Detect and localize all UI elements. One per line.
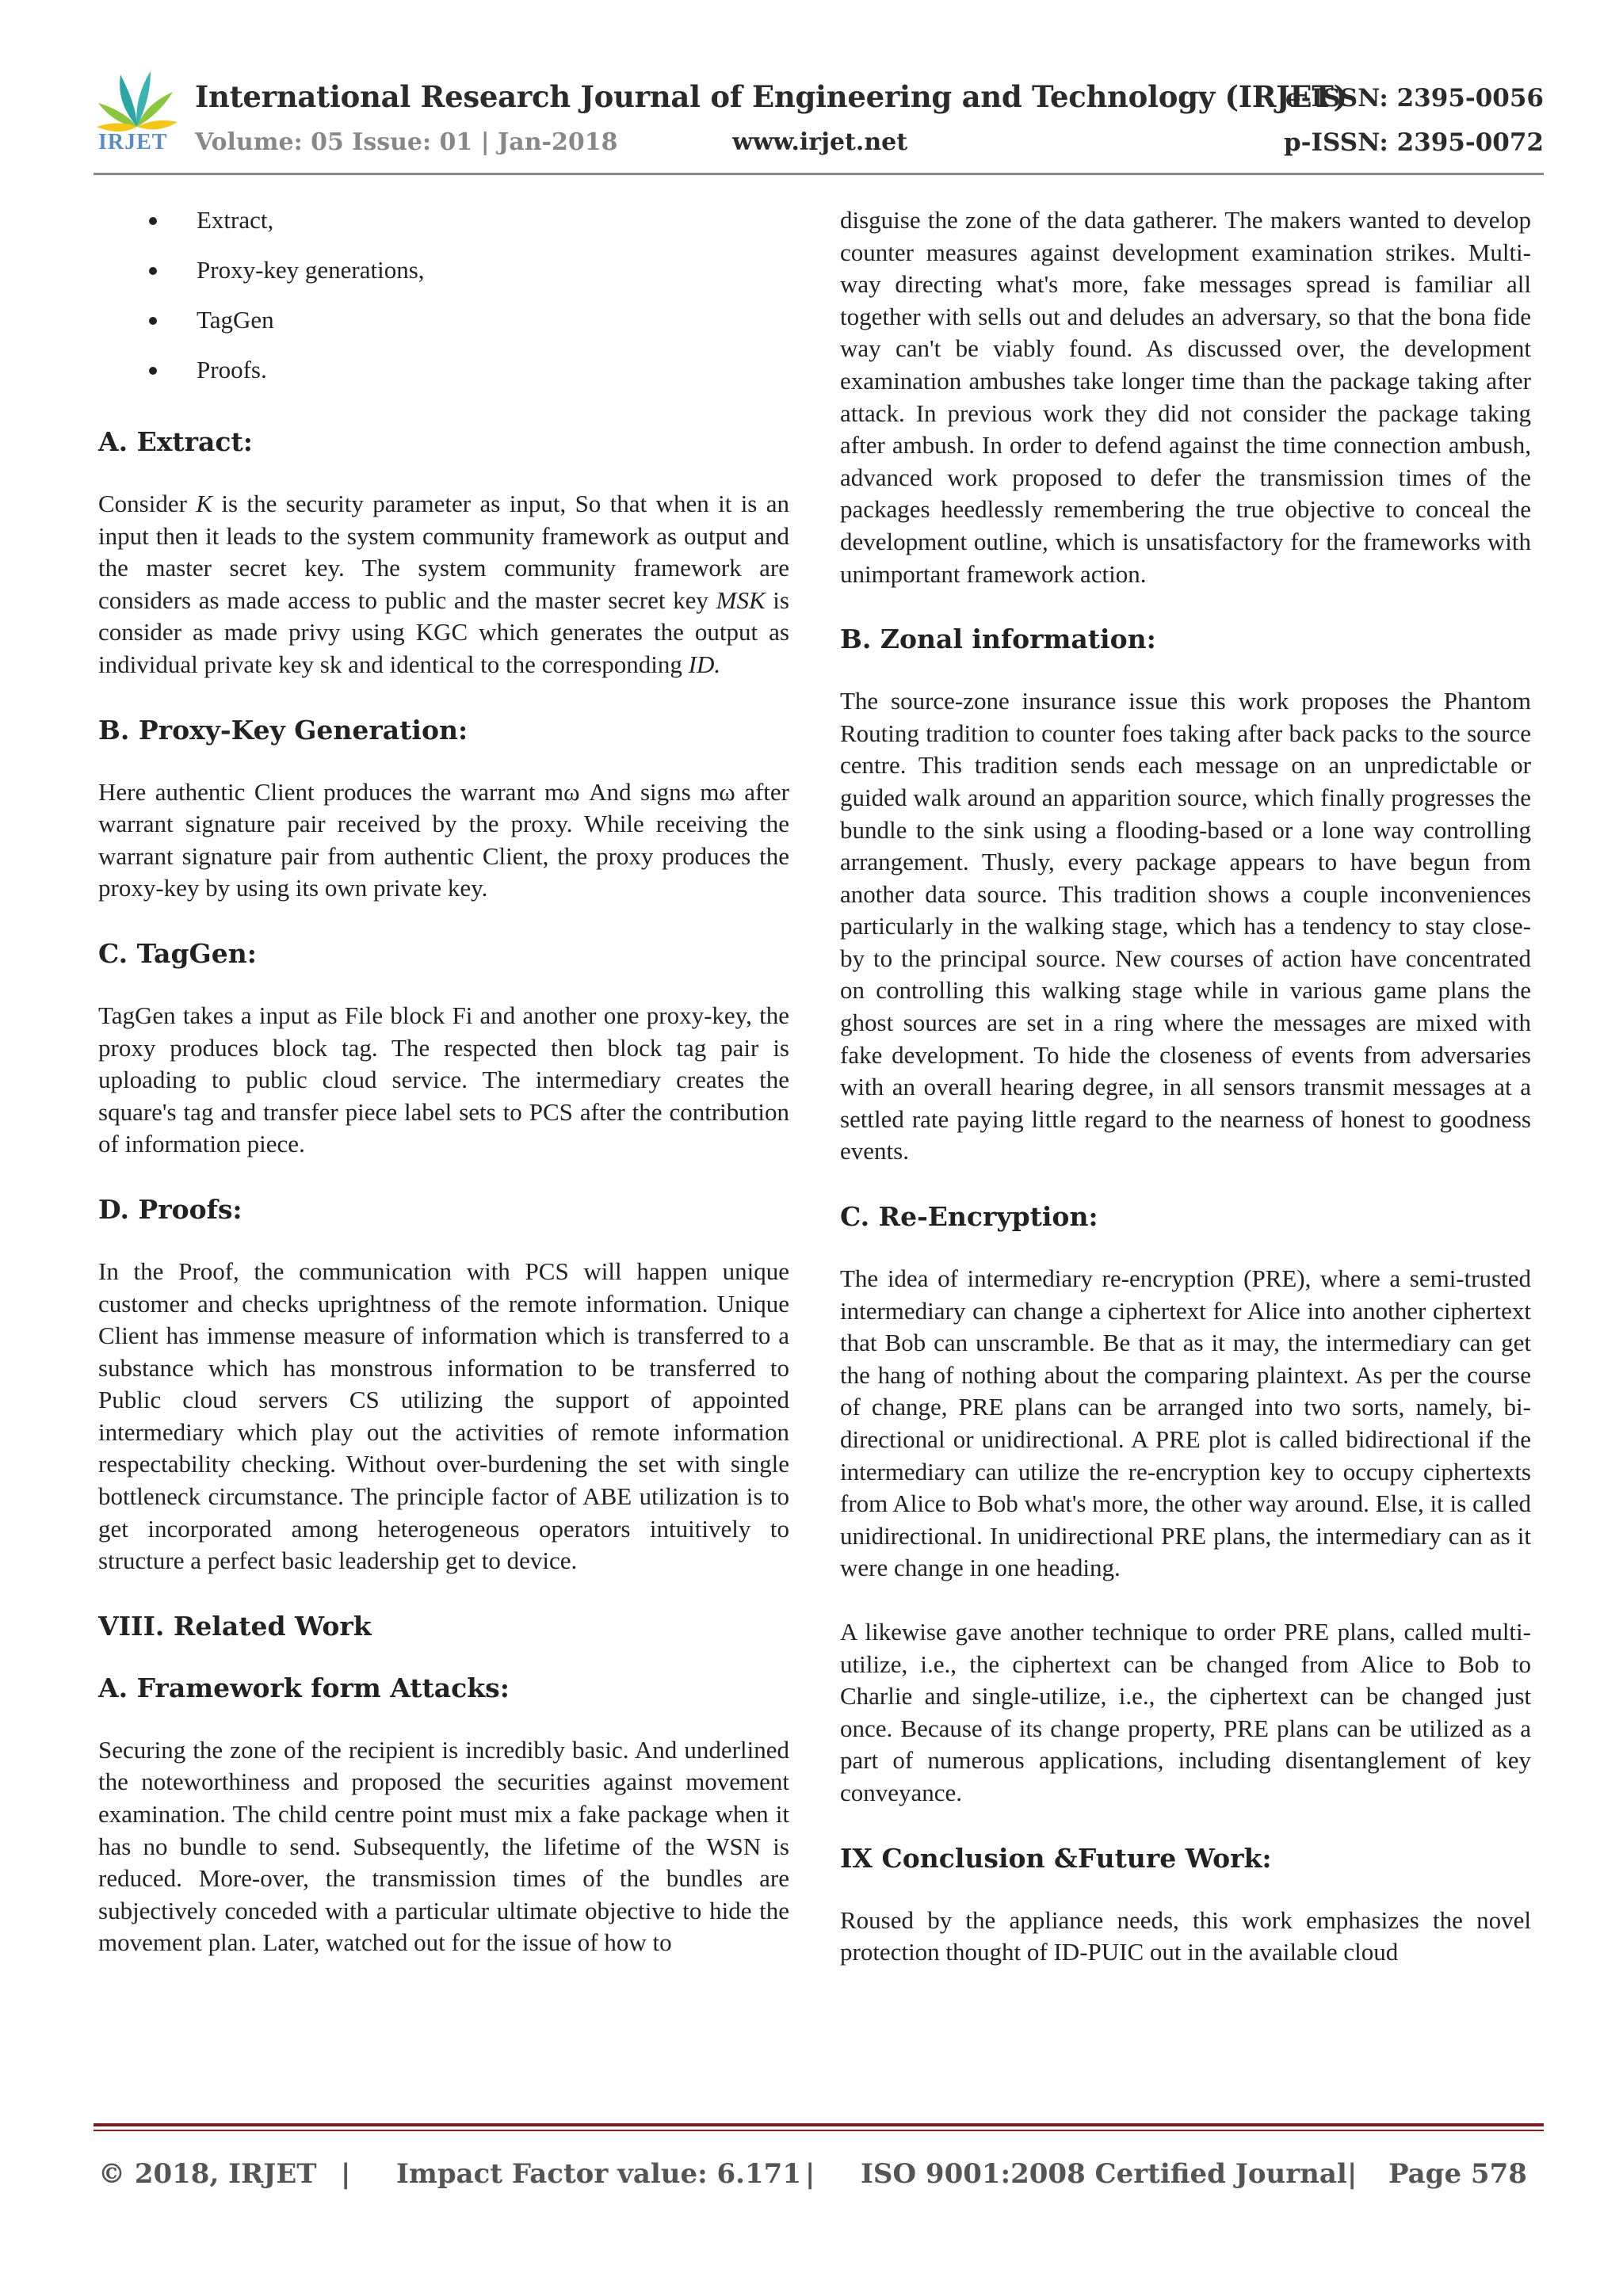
- left-column: [98, 204, 789, 1993]
- footer-separator: |: [341, 2158, 351, 2190]
- heading-extract: A. Extract:: [98, 426, 253, 457]
- paragraph-proofs: In the Proof, the communication with PCS will happen unique customer and checks uprightness of the remote information. Unique Client has immense measure of information which is transferred to a substance which has monstrous information to be transferred to Public cloud servers CS utilizing the support of appointed intermediary which play out the activities of remote information respectability checking. Without over-burdening the set with single bottleneck circumstance. The principle factor of ABE utilization is to get incorporated among heterogeneous operators intuitively to structure a perfect basic leadership get to device.: [98, 1257, 789, 1575]
- paragraph-proxy-key-generation: Here authentic Client produces the warrant mω And signs mω after warrant signature pair received by the proxy. While receiving the warrant signature pair from authentic Client, the proxy produces the proxy-key by using its own private key.: [98, 777, 789, 902]
- heading-proofs: D. Proofs:: [98, 1193, 242, 1225]
- bullet-icon: [149, 267, 157, 275]
- journal-title: International Research Journal of Engineering and Technology (IRJET): [195, 79, 1347, 114]
- footer-impact-factor: Impact Factor value: 6.171: [396, 2158, 801, 2190]
- heading-related-work: VIII. Related Work: [98, 1610, 372, 1642]
- bullet-icon: [149, 367, 157, 375]
- bullet-icon: [149, 317, 157, 325]
- heading-conclusion: IX Conclusion &Future Work:: [840, 1842, 1272, 1874]
- footer-page-number: Page 578: [1388, 2158, 1527, 2190]
- header-divider: [94, 173, 1544, 175]
- footer-iso-certification: ISO 9001:2008 Certified Journal: [861, 2158, 1347, 2190]
- footer-divider-thin: [94, 2130, 1544, 2131]
- paragraph-framework-attacks: Securing the zone of the recipient is incredibly basic. And underlined the noteworthiness and proposed the securities against movement examination. The child centre point must mix a fake package when it has no bundle to send. Subsequently, the lifetime of the WSN is reduced. More-over, the transmission times of the bundles are subjectively conceded with a particular ultimate objective to hide the movement plan. Later, watched out for the issue of how to: [98, 1735, 789, 1957]
- paragraph-taggen: TagGen takes a input as File block Fi and another one proxy-key, the proxy produces block tag. The respected then block tag pair is uploading to public cloud service. The intermediary creates the square's tag and transfer piece label sets to PCS after the contribution of information piece.: [98, 1001, 789, 1158]
- heading-zonal-information: B. Zonal information:: [840, 624, 1156, 655]
- heading-framework-attacks: A. Framework form Attacks:: [98, 1672, 510, 1703]
- paragraph-conclusion: Roused by the appliance needs, this work emphasizes the novel protection thought of ID-PUIC out in the available cloud: [840, 1905, 1531, 1966]
- p-issn: p-ISSN: 2395-0072: [1283, 128, 1544, 157]
- journal-website-link[interactable]: www.irjet.net: [732, 128, 908, 156]
- paragraph-extract: Consider K is the security parameter as input, So that when it is an input then it leads to the system community framework as output and the master secret key. The system community framework are considers as made access to public and the master secret key MSK is consider as made privy using KGC which generates the output as individual private key sk and identical to the corresponding ID.: [98, 490, 790, 678]
- journal-header: [94, 62, 1544, 181]
- right-column: [840, 204, 1531, 2002]
- e-issn: e-ISSN: 2395-0056: [1285, 84, 1544, 113]
- paragraph-re-encryption-1: The idea of intermediary re-encryption (PRE), where a semi-trusted intermediary can change a ciphertext for Alice into another ciphertext that Bob can unscramble. Be that as it may, the intermediary can get the hang of nothing about the comparing plaintext. As per the course of change, PRE plans can be arranged into two sorts, namely, bi-directional or unidirectional. A PRE plot is called bidirectional if the intermediary can utilize the re-encryption key to occupy ciphertexts from Alice to Bob what's more, the other way around. Else, it is called unidirectional. In unidirectional PRE plans, the intermediary can as it were change in one heading.: [840, 1264, 1531, 1582]
- paragraph-attacks-continued: disguise the zone of the data gatherer. The makers wanted to develop counter measures against development examination strikes. Multi-way directing what's more, fake messages spread is familiar all together with sells out and deludes an adversary, so that the bona fide way can't be viably found. As discussed over, the development examination ambushes take longer time than the package taking after attack. In previous work they did not consider the package taking after ambush. In order to defend against the time connection ambush, advanced work proposed to defer the transmission times of the packages heedlessly remembering the true objective to conceal the development outline, which is unsatisfactory for the frameworks with unimportant framework action.: [840, 206, 1531, 588]
- bullet-item: Proofs.: [98, 354, 789, 404]
- heading-proxy-key-generation: B. Proxy-Key Generation:: [98, 714, 468, 746]
- paragraph-zonal-information: The source-zone insurance issue this work proposes the Phantom Routing tradition to counter foes taking after back packs to the source centre. This tradition sends each message on an unpredictable or guided walk around an apparition source, which finally progresses the bundle to the sink using a flooding-based or a lone way controlling arrangement. Thusly, every package appears to have begun from another data source. This tradition shows a couple inconveniences particularly in the walking stage, which has a tendency to stay close-by to the principal source. New courses of action have concentrated on controlling this walking stage while in various game plans the ghost sources are set in a ring where the messages are mixed with fake development. To hide the closeness of events from adversaries with an overall hearing degree, in all sensors transmit messages at a settled rate paying little regard to the nearness of honest to goodness events.: [840, 687, 1531, 1165]
- page-footer: [98, 2158, 1544, 2198]
- bullet-icon: [149, 217, 157, 225]
- volume-issue: Volume: 05 Issue: 01 | Jan-2018: [195, 128, 618, 156]
- footer-separator: |: [1347, 2158, 1358, 2190]
- heading-re-encryption: C. Re-Encryption:: [840, 1201, 1098, 1233]
- bullet-item: Extract,: [98, 204, 789, 254]
- heading-taggen: C. TagGen:: [98, 937, 257, 969]
- logo-wordmark: IRJET: [98, 130, 168, 154]
- footer-copyright: © 2018, IRJET: [98, 2158, 317, 2190]
- footer-separator: |: [805, 2158, 815, 2190]
- bullet-item: TagGen: [98, 304, 789, 354]
- steps-bullet-list: [98, 204, 789, 404]
- bullet-item: Proxy-key generations,: [98, 254, 789, 304]
- footer-divider: [94, 2123, 1544, 2126]
- paragraph-re-encryption-2: A likewise gave another technique to order PRE plans, called multi-utilize, i.e., the ciphertext can be changed from Alice to Bob to Charlie and single-utilize, i.e., the ciphertext can be changed just once. Because of its change property, PRE plans can be utilized as a part of numerous applications, including disentanglement of key conveyance.: [840, 1617, 1531, 1806]
